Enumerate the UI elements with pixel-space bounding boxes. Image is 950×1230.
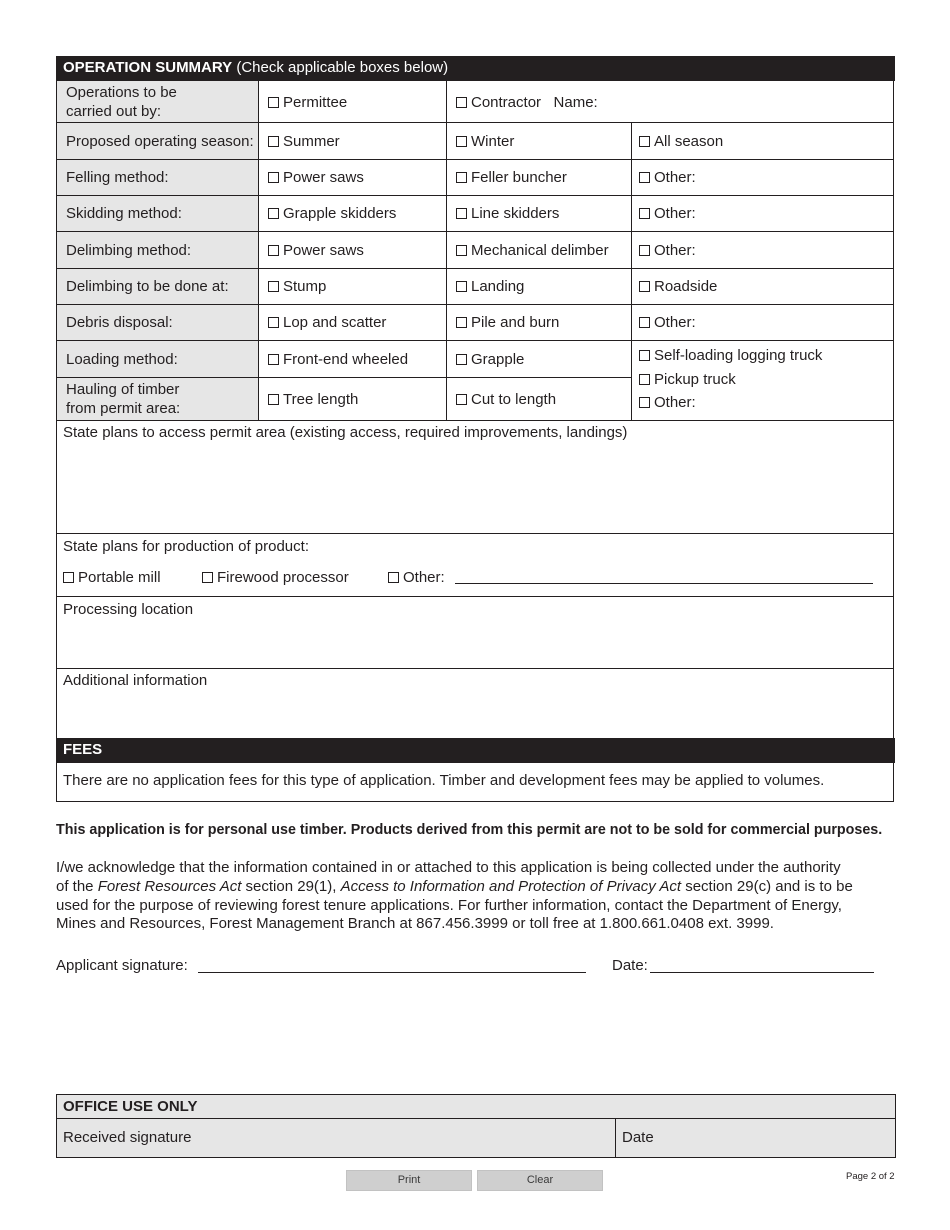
- checkbox[interactable]: [268, 136, 279, 147]
- checkbox[interactable]: [268, 394, 279, 405]
- checkbox[interactable]: [456, 354, 467, 365]
- additional-info-field[interactable]: [57, 691, 893, 737]
- checkbox[interactable]: [456, 208, 467, 219]
- option-all-season[interactable]: All season: [632, 123, 893, 159]
- option-stump[interactable]: Stump: [259, 269, 446, 304]
- operation-summary-header: [56, 56, 895, 81]
- checkbox[interactable]: [639, 136, 650, 147]
- checkbox[interactable]: [639, 245, 650, 256]
- option-line-skidders[interactable]: Line skidders: [447, 196, 631, 231]
- checkbox[interactable]: [456, 281, 467, 292]
- fees-header: [56, 738, 895, 763]
- option-debris-other[interactable]: Other:: [632, 305, 893, 340]
- option-front-end-wheeled[interactable]: Front-end wheeled: [259, 341, 446, 377]
- option-grapple-skidders[interactable]: Grapple skidders: [259, 196, 446, 231]
- page-number: Page 2 of 2: [846, 1171, 895, 1182]
- option-delimbing-other[interactable]: Other:: [632, 232, 893, 268]
- fees-body: [56, 763, 894, 802]
- checkbox[interactable]: [268, 208, 279, 219]
- personal-use-notice: This application is for personal use timber. Products derived from this permit are not to be sold for commercial purposes.: [56, 822, 883, 838]
- option-tree-length[interactable]: Tree length: [259, 378, 446, 420]
- checkbox[interactable]: [456, 136, 467, 147]
- acknowledgement-line-4: Mines and Resources, Forest Management Branch at 867.456.3999 or toll free at 1.800.661.0408 ext. 3999.: [56, 915, 774, 932]
- print-button[interactable]: Print: [346, 1170, 472, 1191]
- option-self-loading-truck[interactable]: Self-loading logging truck: [639, 347, 822, 364]
- received-signature-label: Received signature: [63, 1129, 192, 1146]
- operation-summary-title: OPERATION SUMMARY: [63, 59, 233, 76]
- checkbox[interactable]: [456, 172, 467, 183]
- applicant-signature-label: Applicant signature:: [56, 957, 188, 974]
- processing-location-field[interactable]: [57, 620, 893, 667]
- option-cut-to-length[interactable]: Cut to length: [447, 378, 631, 420]
- option-summer[interactable]: Summer: [259, 123, 446, 159]
- row-operations-label: Operations to be carried out by:: [66, 84, 177, 120]
- checkbox[interactable]: [456, 394, 467, 405]
- option-grapple[interactable]: Grapple: [447, 341, 631, 377]
- checkbox[interactable]: [202, 572, 213, 583]
- option-roadside[interactable]: Roadside: [632, 269, 893, 304]
- processing-location-label: Processing location: [63, 601, 194, 618]
- additional-info-label: Additional information: [63, 672, 208, 689]
- option-skidding-other[interactable]: Other:: [632, 196, 893, 231]
- option-mechanical-delimber[interactable]: Mechanical delimber: [447, 232, 631, 268]
- option-felling-power-saws[interactable]: Power saws: [259, 160, 446, 195]
- checkbox[interactable]: [268, 354, 279, 365]
- acknowledgement-line-2: of the Forest Resources Act section 29(1), Access to Information and Protection of Privacy Act section 29(c) and is to be: [56, 878, 853, 895]
- option-feller-buncher[interactable]: Feller buncher: [447, 160, 631, 195]
- option-felling-other[interactable]: Other:: [632, 160, 893, 195]
- option-pile-and-burn[interactable]: Pile and burn: [447, 305, 631, 340]
- checkbox[interactable]: [456, 317, 467, 328]
- production-label: State plans for production of product:: [63, 538, 309, 555]
- atipp-act: Access to Information and Protection of Privacy Act: [340, 878, 682, 895]
- office-use-title: OFFICE USE ONLY: [63, 1098, 198, 1115]
- checkbox[interactable]: [388, 572, 399, 583]
- row-delimbing-method-label: Delimbing method:: [66, 241, 192, 259]
- forest-resources-act: Forest Resources Act: [97, 878, 242, 895]
- option-contractor[interactable]: Contractor Name:: [447, 82, 893, 122]
- fees-text: There are no application fees for this type of application. Timber and development fees may be applied to volumes.: [63, 772, 825, 789]
- checkbox[interactable]: [456, 245, 467, 256]
- option-permittee[interactable]: Permittee: [259, 82, 446, 122]
- checkbox[interactable]: [268, 245, 279, 256]
- row-loading-label: Loading method:: [66, 350, 178, 368]
- option-landing[interactable]: Landing: [447, 269, 631, 304]
- acknowledgement-line-3: used for the purpose of reviewing forest tenure applications. For further information, contact the Department of Energy,: [56, 897, 842, 914]
- checkbox[interactable]: [268, 172, 279, 183]
- row-season-label: Proposed operating season:: [66, 132, 254, 150]
- checkbox[interactable]: [639, 350, 650, 361]
- row-delimbing-location-label: Delimbing to be done at:: [66, 278, 229, 295]
- production-other-line[interactable]: [455, 583, 873, 584]
- option-delimbing-power-saws[interactable]: Power saws: [259, 232, 446, 268]
- option-production-other[interactable]: Other:: [388, 569, 445, 586]
- option-portable-mill[interactable]: Portable mill: [63, 569, 161, 586]
- option-winter[interactable]: Winter: [447, 123, 631, 159]
- clear-button[interactable]: Clear: [477, 1170, 603, 1191]
- row-debris-label: Debris disposal:: [66, 314, 173, 331]
- access-plans-label: State plans to access permit area (existing access, required improvements, landings): [63, 424, 628, 441]
- checkbox[interactable]: [456, 97, 467, 108]
- row-skidding-label: Skidding method:: [66, 205, 182, 222]
- option-transport-other[interactable]: Other:: [639, 394, 696, 411]
- row-felling-label: Felling method:: [66, 169, 169, 186]
- checkbox[interactable]: [639, 317, 650, 328]
- fees-title: FEES: [63, 741, 103, 758]
- office-date-label: Date: [622, 1129, 654, 1146]
- access-plans-field[interactable]: [57, 444, 893, 532]
- checkbox[interactable]: [639, 172, 650, 183]
- operation-summary-subtitle: (Check applicable boxes below): [236, 59, 449, 76]
- signature-date-label: Date:: [612, 957, 648, 974]
- checkbox[interactable]: [639, 374, 650, 385]
- checkbox[interactable]: [268, 281, 279, 292]
- option-lop-and-scatter[interactable]: Lop and scatter: [259, 305, 446, 340]
- checkbox[interactable]: [639, 397, 650, 408]
- signature-date-line[interactable]: [650, 972, 874, 973]
- row-hauling-label: Hauling of timber from permit area:: [66, 381, 181, 417]
- option-firewood-processor[interactable]: Firewood processor: [202, 569, 349, 586]
- checkbox[interactable]: [63, 572, 74, 583]
- checkbox[interactable]: [268, 317, 279, 328]
- option-pickup-truck[interactable]: Pickup truck: [639, 371, 736, 388]
- applicant-signature-line[interactable]: [198, 972, 586, 973]
- checkbox[interactable]: [639, 281, 650, 292]
- checkbox[interactable]: [268, 97, 279, 108]
- acknowledgement-line-1: I/we acknowledge that the information contained in or attached to this application is being collected under the authority: [56, 859, 841, 876]
- checkbox[interactable]: [639, 208, 650, 219]
